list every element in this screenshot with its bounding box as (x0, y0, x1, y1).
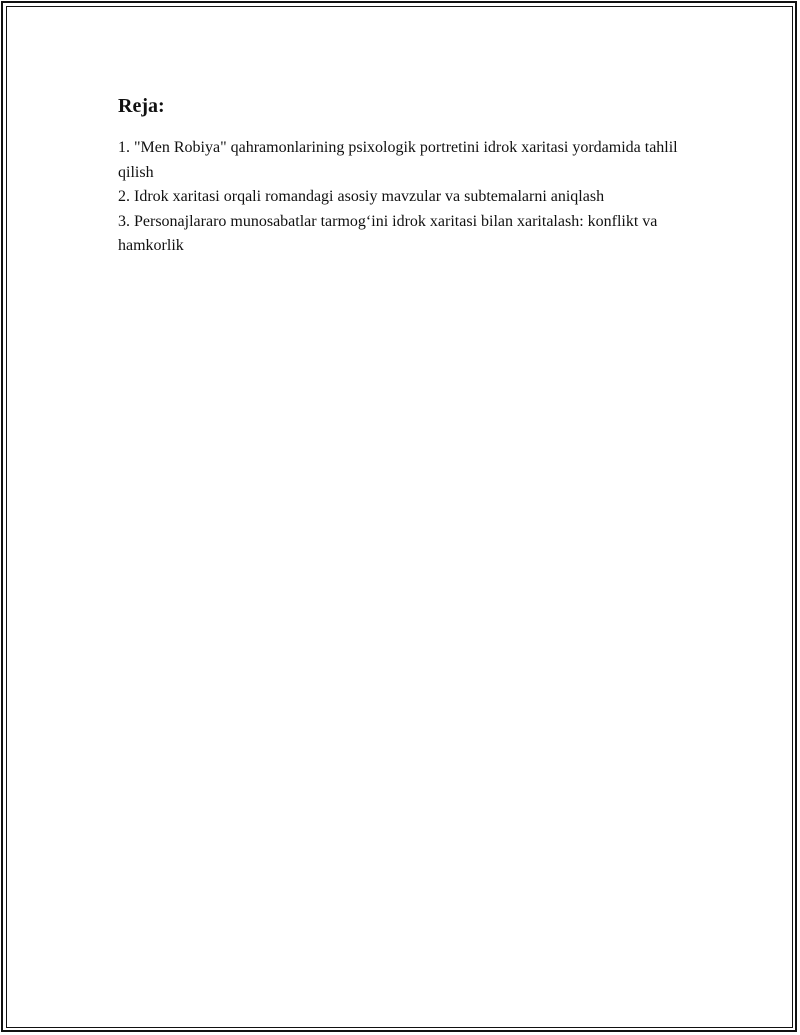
document-content (118, 92, 698, 259)
plan-list (118, 136, 698, 259)
plan-item-1: 1. "Men Robiya" qahramonlarining psixologik portretini idrok xaritasi yordamida tahlil qilish (118, 139, 678, 181)
plan-item-3: 3. Personajlararo munosabatlar tarmog‘ini idrok xaritasi bilan xaritalash: konflikt va hamkorlik (118, 212, 658, 254)
page-title: Reja: (118, 95, 165, 117)
plan-item-2: 2. Idrok xaritasi orqali romandagi asosiy mavzular va subtemalarni aniqlash (118, 188, 605, 205)
